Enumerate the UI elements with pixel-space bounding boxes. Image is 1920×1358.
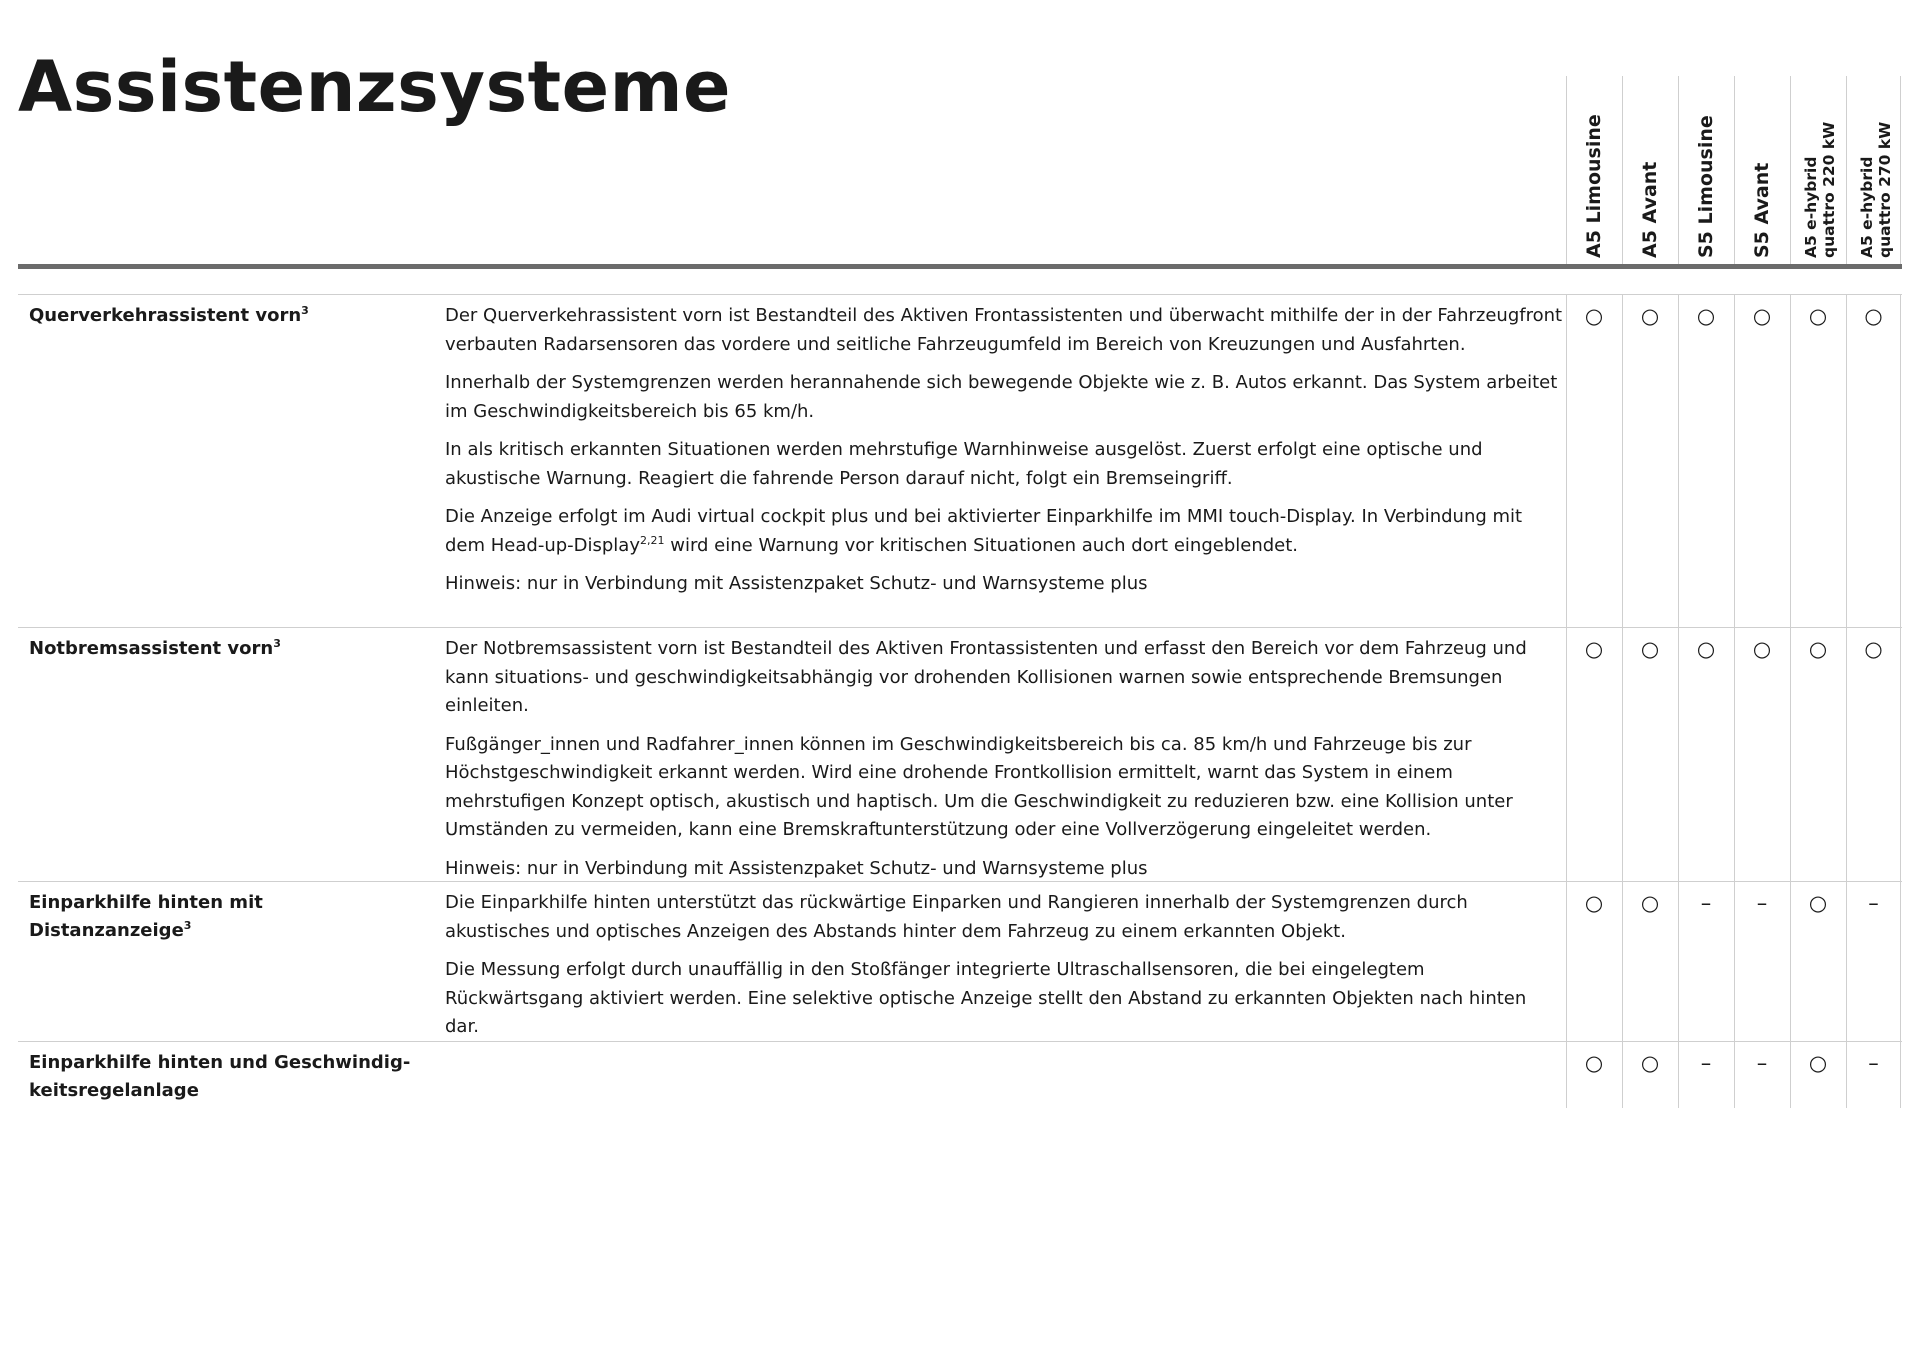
model-header-4: [1790, 76, 1845, 264]
optional-mark: ○: [1790, 628, 1845, 881]
description-paragraph: Innerhalb der Systemgrenzen werden herannahende sich bewegende Objekte wie z. B. Autos erkannt. Das System arbeitet im Geschwindigkeitsbereich bis 65 km/h.: [445, 372, 1558, 422]
footnote-ref: 2,21: [640, 533, 665, 547]
description-paragraph: Fußgänger_innen und Radfahrer_innen können im Geschwindigkeitsbereich bis ca. 85 km/h und Fahrzeuge bis zur Höchstgeschwindigkeit erkannt werden. Wird eine drohende Frontkollision ermittelt, warnt das System in einem mehrstufigen Konzept optisch, akustisch und haptisch. Um die Geschwindigkeit zu reduzieren bzw. eine Kollision unter Umständen zu vermeiden, kann eine Bremskraftunterstützung oder eine Vollverzögerung eingeleitet werden.: [445, 733, 1513, 840]
model-header-5: [1846, 76, 1901, 264]
description-paragraph: Die Anzeige erfolgt im Audi virtual cockpit plus und bei aktivierter Einparkhilfe im MMI touch-Display. In Verbindung mit dem Head-up-Display$^{2,21}$ wird eine Warnung vor kritischen Situationen auch dort eingeblendet.: [445, 506, 1523, 556]
model-name: S5 Avant: [1751, 162, 1773, 258]
optional-mark: ○: [1678, 628, 1733, 881]
footnote-ref: 3: [273, 637, 281, 650]
not-available-mark: –: [1734, 1042, 1789, 1108]
not-available-mark: –: [1678, 882, 1733, 1041]
description-paragraph: In als kritisch erkannten Situationen werden mehrstufige Warnhinweise ausgelöst. Zuerst erfolgt eine optische und akustische Warnung. Reagiert die fahrende Person darauf nicht, folgt ein Bremseingriff.: [445, 439, 1483, 489]
footnote-ref: 3: [183, 919, 192, 932]
feature-description: [445, 889, 1565, 1052]
optional-mark: ○: [1678, 295, 1733, 627]
optional-mark: ○: [1622, 882, 1677, 1041]
feature-name: Notbremsassistent vorn$^3$: [29, 637, 281, 659]
model-header-0: [1566, 76, 1621, 264]
model-header-3: [1734, 76, 1789, 264]
optional-mark: ○: [1622, 1042, 1677, 1108]
feature-name: Querverkehrassistent vorn$^3$: [29, 304, 309, 326]
page-title: Assistenzsysteme: [18, 46, 731, 128]
table-row: [18, 295, 1902, 628]
optional-mark: ○: [1566, 295, 1621, 627]
model-header-1: [1622, 76, 1677, 264]
description-paragraph: Die Einparkhilfe hinten unterstützt das rückwärtige Einparken und Rangieren innerhalb der Systemgrenzen durch akustisches und optisches Anzeigen des Abstands hinter dem Fahrzeug zu einem erkannten Objekt.: [445, 892, 1468, 942]
optional-mark: ○: [1846, 628, 1901, 881]
optional-mark: ○: [1790, 295, 1845, 627]
not-available-mark: –: [1846, 1042, 1901, 1108]
model-name: A5 Avant: [1639, 161, 1661, 258]
model-header-2: [1678, 76, 1733, 264]
description-paragraph: Hinweis: nur in Verbindung mit Assistenzpaket Schutz- und Warnsysteme plus: [445, 857, 1148, 879]
optional-mark: ○: [1846, 295, 1901, 627]
optional-mark: ○: [1566, 1042, 1621, 1108]
optional-mark: ○: [1790, 882, 1845, 1041]
not-available-mark: –: [1678, 1042, 1733, 1108]
feature-table: [18, 294, 1902, 1108]
not-available-mark: –: [1734, 882, 1789, 1041]
feature-description: [445, 302, 1565, 609]
model-name: A5 e-hybrid quattro 220 kW: [1802, 121, 1838, 258]
optional-mark: ○: [1566, 882, 1621, 1041]
table-row: [18, 1042, 1902, 1108]
optional-mark: ○: [1622, 295, 1677, 627]
description-paragraph: Hinweis: nur in Verbindung mit Assistenzpaket Schutz- und Warnsysteme plus: [445, 573, 1148, 594]
footnote-ref: 3: [301, 304, 309, 317]
not-available-mark: –: [1846, 882, 1901, 1041]
optional-mark: ○: [1566, 628, 1621, 881]
feature-name: Einparkhilfe hinten mit Distanzanzeige$^3$: [29, 892, 263, 941]
model-name: A5 e-hybrid quattro 270 kW: [1857, 121, 1894, 258]
optional-mark: ○: [1790, 1042, 1845, 1108]
table-row: [18, 628, 1902, 882]
description-paragraph: Die Messung erfolgt durch unauffällig in den Stoßfänger integrierte Ultraschallsensoren, die bei eingelegtem Rückwärtsgang aktiviert werden. Eine selektive optische Anzeige stellt den Abstand zu erkannten Objekten nach hinten dar.: [445, 959, 1527, 1037]
optional-mark: ○: [1734, 295, 1789, 627]
optional-mark: ○: [1734, 628, 1789, 881]
feature-description: [445, 635, 1565, 893]
description-paragraph: Der Querverkehrassistent vorn ist Bestandteil des Aktiven Frontassistenten und überwacht mithilfe der in der Fahrzeugfront verbauten Radarsensoren das vordere und seitliche Fahrzeugumfeld im Bereich von Kreuzungen und Ausfahrten.: [445, 305, 1563, 355]
model-name: S5 Limousine: [1695, 115, 1717, 258]
feature-name: Einparkhilfe hinten und Geschwindig- keitsregelanlage: [29, 1052, 411, 1101]
table-row: [18, 882, 1902, 1042]
description-paragraph: Der Notbremsassistent vorn ist Bestandteil des Aktiven Frontassistenten und erfasst den Bereich vor dem Fahrzeug und kann situations- und geschwindigkeitsabhängig vor drohenden Kollisionen warnen sowie entsprechende Bremsungen einleiten.: [445, 638, 1527, 716]
model-name: A5 Limousine: [1583, 114, 1605, 258]
header-divider: [18, 264, 1902, 269]
model-column-headers: [1566, 76, 1902, 264]
optional-mark: ○: [1622, 628, 1677, 881]
